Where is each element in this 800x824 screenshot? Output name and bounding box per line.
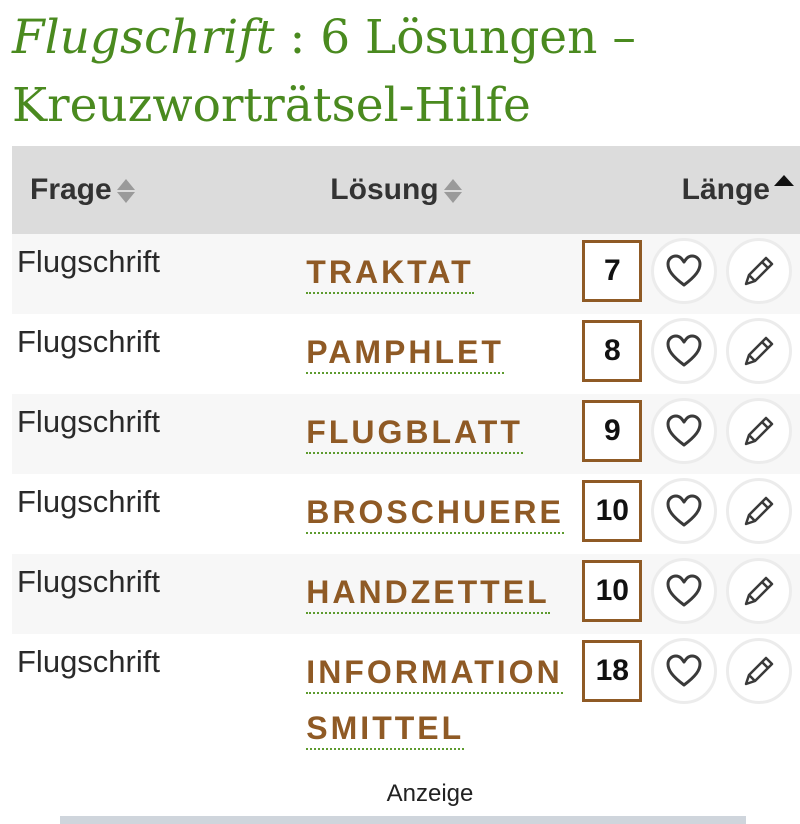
edit-button[interactable] (726, 238, 792, 304)
pencil-icon (739, 571, 779, 611)
pencil-icon (739, 491, 779, 531)
edit-button[interactable] (726, 638, 792, 704)
cell-laenge (582, 554, 800, 634)
heart-icon (664, 251, 704, 291)
cell-loesung (306, 634, 582, 758)
pencil-icon (739, 251, 779, 291)
heart-icon (664, 651, 704, 691)
table-row (12, 554, 800, 634)
table-header-row (12, 146, 800, 234)
length-badge: 10 (582, 560, 642, 622)
cell-loesung (306, 394, 582, 474)
answer-link[interactable] (306, 404, 582, 460)
favorite-button[interactable] (651, 558, 717, 624)
cell-laenge (582, 314, 800, 394)
edit-button[interactable] (726, 398, 792, 464)
cell-loesung (306, 234, 582, 314)
answer-text: BROSCHUERE (306, 494, 564, 534)
pencil-icon (739, 651, 779, 691)
cell-frage: Flugschrift (12, 474, 306, 554)
favorite-button[interactable] (651, 478, 717, 544)
cell-loesung (306, 554, 582, 634)
favorite-button[interactable] (651, 238, 717, 304)
length-badge: 10 (582, 480, 642, 542)
answer-link[interactable] (306, 244, 582, 300)
length-badge: 7 (582, 240, 642, 302)
edit-button[interactable] (726, 318, 792, 384)
favorite-button[interactable] (651, 638, 717, 704)
cell-frage: Flugschrift (12, 234, 306, 314)
column-header-frage-label: Frage (30, 173, 112, 206)
heart-icon (664, 331, 704, 371)
length-badge: 9 (582, 400, 642, 462)
sort-icon[interactable] (116, 176, 136, 206)
answer-text: FLUGBLATT (306, 414, 523, 454)
answer-link[interactable] (306, 644, 582, 756)
page-title (12, 4, 792, 140)
table-row (12, 634, 800, 758)
cell-frage: Flugschrift (12, 394, 306, 474)
cell-laenge (582, 394, 800, 474)
table-row (12, 234, 800, 314)
answer-text: PAMPHLET (306, 334, 504, 374)
table-row (12, 314, 800, 394)
pencil-icon (739, 411, 779, 451)
ad-label: Anzeige (386, 780, 474, 807)
edit-button[interactable] (726, 478, 792, 544)
cell-laenge (582, 234, 800, 314)
answer-text: TRAKTAT (306, 254, 473, 294)
heart-icon (664, 411, 704, 451)
answer-link[interactable] (306, 564, 582, 620)
favorite-button[interactable] (651, 398, 717, 464)
answer-link[interactable] (306, 484, 582, 540)
heart-icon (664, 571, 704, 611)
page-title-rest: : 6 Lösungen – Kreuzworträtsel-Hilfe (12, 10, 636, 133)
length-badge: 18 (582, 640, 642, 702)
cell-frage: Flugschrift (12, 634, 306, 758)
column-header-frage[interactable] (12, 146, 306, 234)
page-title-query: Flugschrift (12, 10, 275, 65)
cell-loesung (306, 474, 582, 554)
pencil-icon (739, 331, 779, 371)
favorite-button[interactable] (651, 318, 717, 384)
table-row (12, 474, 800, 554)
cell-laenge (582, 474, 800, 554)
table-row (12, 394, 800, 474)
column-header-loesung[interactable] (306, 146, 582, 234)
sort-asc-icon[interactable] (774, 175, 794, 186)
cell-loesung (306, 314, 582, 394)
results-table (12, 146, 800, 758)
cell-frage: Flugschrift (12, 554, 306, 634)
cell-frage: Flugschrift (12, 314, 306, 394)
length-badge: 8 (582, 320, 642, 382)
answer-text: HANDZETTEL (306, 574, 549, 614)
column-header-laenge-label: Länge (681, 173, 770, 206)
answer-text: INFORMATIONSMITTEL (306, 654, 562, 750)
edit-button[interactable] (726, 558, 792, 624)
cell-laenge (582, 634, 800, 758)
ad-banner[interactable] (60, 816, 746, 824)
answer-link[interactable] (306, 324, 582, 380)
column-header-laenge[interactable] (582, 146, 800, 234)
column-header-loesung-label: Lösung (330, 173, 439, 206)
sort-icon[interactable] (443, 176, 463, 206)
heart-icon (664, 491, 704, 531)
